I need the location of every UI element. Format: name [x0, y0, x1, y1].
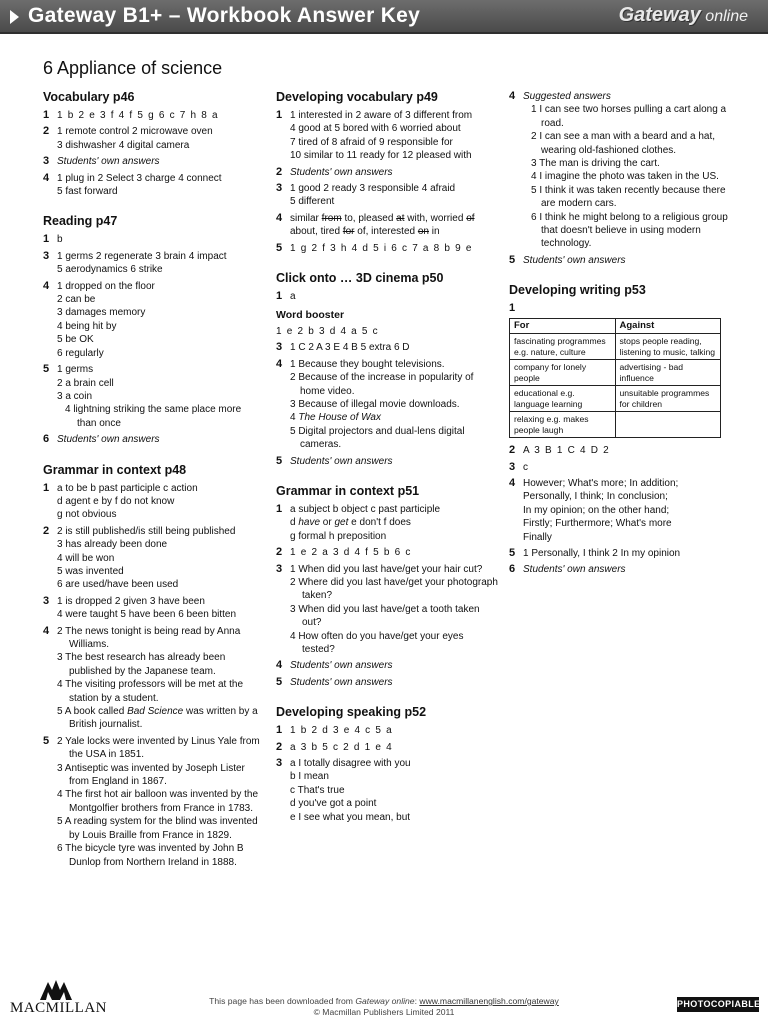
publisher-name: MACMILLAN	[10, 1000, 107, 1016]
answer: c That's true	[290, 784, 345, 796]
table-header-for: For	[510, 318, 616, 334]
answer: 4 The first hot air balloon was invented by the Montgolfier brothers from France in 1783.	[57, 789, 259, 814]
answer: A 3 B 1 C 4 D 2	[523, 445, 610, 457]
exercise: 2 A 3 B 1 C 4 D 2	[509, 444, 731, 457]
answer: 5 fast forward	[57, 186, 118, 198]
exercise: 1 a subject b object c past participle d have or get e don't f does g formal h preposition	[276, 503, 498, 543]
section-heading: Grammar in context p51	[276, 483, 420, 498]
answer: e I see what you mean, but	[290, 811, 411, 823]
unit-title: 6 Appliance of science	[43, 58, 223, 78]
answer: 1 dropped on the floor	[57, 280, 155, 292]
table-cell: relaxing e.g. makes people laugh	[510, 412, 616, 438]
exercise: 1 b	[43, 233, 263, 246]
exercise: 3 1 C 2 A 3 E 4 B 5 extra 6 D	[276, 341, 498, 354]
exercise: 3 1 good 2 ready 3 responsible 4 afraid 5 different	[276, 182, 498, 209]
answer: 4 being hit by	[57, 320, 117, 332]
play-arrow-icon	[10, 10, 19, 24]
exercise: 4 1 Because they bought televisions. 2 Because of the increase in popularity of home video. 3 Because of illegal movie downloads. 4 The House of Wax 5 Digital projectors and dual-lens digital cameras.	[276, 358, 498, 452]
answer: 1 b 2 d 3 e 4 c 5 a	[290, 725, 393, 737]
answer: Finally	[523, 531, 552, 543]
table-cell: educational e.g. language learning	[510, 386, 616, 412]
answer: 1 Because they bought televisions.	[290, 358, 445, 370]
answer: b	[57, 234, 63, 246]
answer: Students' own answers	[290, 676, 393, 688]
answer: d agent e by f do not know	[57, 495, 175, 507]
answer: Students' own answers	[57, 434, 160, 446]
answer: 1 plug in 2 Select 3 charge 4 connect	[57, 172, 222, 184]
section-reading	[43, 214, 263, 446]
macmillan-mountain-icon	[40, 978, 72, 1000]
answer: 4 How often do you have/get your eyes tested?	[290, 630, 464, 655]
exercise: 4 2 The news tonight is being read by Anna Williams. 3 The best research has already been published by the Japanese team. 4 The visiting professors will be met at the station by a student. 5 A book called Bad Science was written by a British journalist.	[43, 625, 263, 732]
section-heading: Vocabulary p46	[43, 90, 135, 104]
answer: 3 Because of illegal movie downloads.	[290, 398, 460, 410]
exercise: 2 1 e 2 a 3 d 4 f 5 b 6 c	[276, 546, 498, 559]
exercise: 1 a to be b past participle c action d agent e by f do not know g not obvious	[43, 482, 263, 522]
exercise: 3 c	[509, 461, 731, 474]
exercise: 4 However; What's more; In addition; Personally, I think; In conclusion; In my opinion; on the other hand; Firstly; Furthermore; What's more Finally	[509, 477, 731, 544]
exercise: 5 1 germs 2 a brain cell 3 a coin 4 lightning striking the same place more than once	[43, 363, 263, 430]
table-row	[510, 334, 721, 360]
section-developing-speaking	[276, 705, 498, 824]
exercise: 1 1 b 2 d 3 e 4 c 5 a	[276, 724, 498, 737]
exercise: 5 Students' own answers	[509, 253, 626, 266]
answer: 4 I imagine the photo was taken in the US.	[531, 171, 719, 183]
answer: similar from to, pleased at with, worried of about, tired for of, interested on in	[290, 212, 475, 238]
answer: 1 Personally, I think 2 In my opinion	[523, 548, 681, 560]
exercise: 3 a I totally disagree with you b I mean c That's true d you've got a point e I see what you mean, but	[276, 757, 498, 824]
answer: g formal h preposition	[290, 530, 387, 542]
suggested-answers-label: Suggested answers	[523, 91, 611, 102]
answer: 5 was invented	[57, 565, 124, 577]
exercise: 2 Students' own answers	[276, 165, 393, 178]
answer: 5 A book called Bad Science was written by a British journalist.	[57, 706, 258, 731]
table-cell: fascinating programmes e.g. nature, culture	[510, 334, 616, 360]
answer: d you've got a point	[290, 798, 377, 810]
table-cell: company for lonely people	[510, 360, 616, 386]
answer: 4 good at 5 bored with 6 worried about	[290, 123, 461, 135]
photocopiable-badge: PHOTOCOPIABLE	[677, 997, 759, 1012]
section-grammar-p51	[276, 484, 498, 689]
answer: Students' own answers	[290, 455, 393, 467]
table-row	[510, 360, 721, 386]
answer: a to be b past participle c action	[57, 482, 198, 494]
exercise: 4 1 dropped on the floor 2 can be 3 damages memory 4 being hit by 5 be OK 6 regularly	[43, 280, 263, 360]
answer: 5 be OK	[57, 334, 94, 346]
section-developing-vocabulary	[276, 90, 498, 255]
section-heading: Grammar in context p48	[43, 462, 187, 477]
answer: 1 C 2 A 3 E 4 B 5 extra 6 D	[290, 342, 410, 354]
answer: 5 I think it was taken recently because there are modern cars.	[531, 184, 726, 210]
section-grammar-p48	[43, 463, 263, 869]
answer: 3 Antiseptic was invented by Joseph Lister from England in 1867.	[57, 762, 245, 788]
answer: 1 I can see two horses pulling a cart along a road.	[531, 104, 727, 129]
answer: b I mean	[290, 771, 329, 783]
answer: 1 e 2 a 3 d 4 f 5 b 6 c	[290, 547, 412, 559]
section-speaking-continued	[509, 90, 731, 267]
answer: 1 germs 2 regenerate 3 brain 4 impact	[57, 250, 227, 262]
column-3	[509, 90, 731, 593]
answer: a 3 b 5 c 2 d 1 e 4	[290, 741, 393, 753]
answer: 6 are used/have been used	[57, 579, 179, 591]
exercise: 5 Students' own answers	[276, 675, 393, 688]
table-cell: advertising - bad influence	[615, 360, 721, 386]
answer: a I totally disagree with you	[290, 758, 411, 770]
answer: 10 similar to 11 ready for 12 pleased with	[290, 150, 472, 162]
exercise: 4 1 plug in 2 Select 3 charge 4 connect 5 fast forward	[43, 172, 263, 199]
header-title: Gateway B1+ – Workbook Answer Key	[28, 4, 421, 27]
answer: 5 different	[290, 196, 335, 208]
section-click-onto	[276, 271, 498, 468]
section-heading: Developing vocabulary p49	[276, 90, 438, 104]
answer: Students' own answers	[523, 254, 626, 266]
column-1	[43, 90, 263, 885]
answer: 5 A reading system for the blind was invented by Louis Braille from France in 1829.	[57, 816, 258, 841]
table-header-against: Against	[615, 318, 721, 334]
answer: a subject b object c past participle	[290, 503, 441, 515]
answer: In my opinion; on the other hand;	[523, 504, 670, 516]
section-heading: Developing writing p53	[509, 283, 646, 298]
answer: 3 a coin	[57, 390, 93, 402]
answer: Students' own answers	[523, 564, 626, 576]
word-booster-answer: 1 e 2 b 3 d 4 a 5 c	[276, 325, 379, 337]
answer: 3 The best research has already been published by the Japanese team.	[57, 652, 226, 677]
page-header	[0, 0, 768, 34]
table-row	[510, 412, 721, 438]
answer: 1 When did you last have/get your hair cut?	[290, 563, 483, 575]
answer: 1 good 2 ready 3 responsible 4 afraid	[290, 183, 456, 195]
exercise: 2 2 is still published/is still being published 3 has already been done 4 will be won 5 was invented 6 are used/have been used	[43, 525, 263, 592]
answer: 3 The man is driving the cart.	[531, 158, 660, 170]
answer: 3 dishwasher 4 digital camera	[57, 139, 190, 151]
exercise: 4 Students' own answers	[276, 659, 393, 672]
exercise: 1 1 interested in 2 aware of 3 different from 4 good at 5 bored with 6 worried about 7 tired of 8 afraid of 9 responsible for 10 similar to 11 ready for 12 pleased with	[276, 109, 498, 163]
exercise: 4 Suggested answers 1 I can see two horses pulling a cart along a road. 2 I can see a man with a beard and a hat, wearing old-fashioned clothes. 3 The man is driving the cart. 4 I imagine the photo was taken in the US. 5 I think it was taken recently because there are modern cars. 6 I think he might belong to a religious group that doesn't believe in using modern technology.	[509, 90, 731, 251]
answer: 2 a brain cell	[57, 377, 114, 389]
gateway-online-logo	[619, 4, 748, 30]
answer: 4 lightning striking the same place more than once	[65, 404, 242, 429]
answer: 1 is dropped 2 given 3 have been	[57, 595, 205, 607]
answer: 6 I think he might belong to a religious group that doesn't believe in using modern technology.	[531, 211, 728, 250]
section-heading: Developing speaking p52	[276, 705, 427, 720]
answer: 3 damages memory	[57, 307, 146, 319]
exercise: 2 1 remote control 2 microwave oven 3 dishwasher 4 digital camera	[43, 125, 263, 152]
word-booster-heading: Word booster	[276, 309, 345, 322]
for-against-table	[509, 318, 721, 439]
column-2	[276, 90, 498, 840]
answer: 2 is still published/is still being published	[57, 525, 236, 537]
answer: 2 Because of the increase in popularity of home video.	[290, 372, 474, 397]
answer: 2 Yale locks were invented by Linus Yale from the USA in 1851.	[57, 735, 260, 761]
table-cell	[615, 412, 721, 438]
answer: 4 were taught 5 have been 6 been bitten	[57, 609, 237, 621]
download-notice: This page has been downloaded from Gateway online: www.macmillanenglish.com/gateway	[209, 996, 559, 1006]
exercise: 2 a 3 b 5 c 2 d 1 e 4	[276, 741, 498, 754]
answer: 4 will be won	[57, 552, 115, 564]
answer: 4 The House of Wax	[290, 412, 381, 424]
section-developing-writing: Developing writing p53 1 For Against fascinating programmes e.g. nature, culture stops people reading, listening to music, talking company for lonely people advertising - bad influence educational e.g. language learning unsuitable programmes for children relaxing e.g. makes people laugh 2 A 3 B 1 C 4 D 2 3 c 4 However; What's more; In addition; Personally, I think; In conclusion; In my opinion; on the other hand; Firstly; Furthermore; What's more Finally 5 1 Personally, I think 2 In my opinion 6 Students' own answers	[509, 283, 731, 577]
exercise: 6 Students' own answers	[43, 433, 160, 446]
logo-main-text: Gateway	[618, 4, 701, 26]
exercise: 3 1 is dropped 2 given 3 have been 4 were taught 5 have been 6 been bitten	[43, 595, 263, 622]
exercise: 3 Students' own answers	[43, 155, 160, 168]
answer: 7 tired of 8 afraid of 9 responsible for	[290, 136, 453, 148]
table-row	[510, 386, 721, 412]
answer: 4 The visiting professors will be met at the station by a student.	[57, 679, 244, 704]
answer: 2 The news tonight is being read by Anna Williams.	[57, 625, 241, 650]
exercise: 1 a	[276, 290, 498, 303]
answer: g not obvious	[57, 509, 117, 521]
answer: 2 Where did you last have/get your photograph taken?	[290, 576, 498, 602]
answer: 1 remote control 2 microwave oven	[57, 126, 213, 138]
answer: 5 Digital projectors and dual-lens digital cameras.	[290, 425, 465, 451]
answer: a	[290, 291, 296, 303]
table-cell: stops people reading, listening to music, talking	[615, 334, 721, 360]
answer: 2 can be	[57, 294, 96, 306]
exercise: 5 Students' own answers	[276, 454, 393, 467]
answer: 6 regularly	[57, 347, 104, 359]
answer: 3 When did you last have/get a tooth taken out?	[290, 603, 480, 629]
exercise: 5 1 Personally, I think 2 In my opinion	[509, 547, 731, 560]
answer: 1 germs	[57, 364, 94, 376]
exercise: 1 1 b 2 e 3 f 4 f 5 g 6 c 7 h 8 a	[43, 109, 263, 122]
answer: 3 has already been done	[57, 539, 168, 551]
answer: 2 I can see a man with a beard and a hat, wearing old-fashioned clothes.	[531, 131, 716, 156]
answer: Students' own answers	[290, 166, 393, 178]
gateway-link[interactable]: www.macmillanenglish.com/gateway	[419, 996, 559, 1006]
exercise: 4 similar from to, pleased at with, worried of about, tired for of, interested on in	[276, 212, 498, 239]
answer: c	[523, 461, 528, 473]
exercise: 6 Students' own answers	[509, 563, 626, 576]
logo-sub-text: online	[705, 8, 748, 25]
copyright: © Macmillan Publishers Limited 2011	[313, 1007, 455, 1017]
answer: Students' own answers	[57, 156, 160, 168]
macmillan-logo	[10, 978, 107, 1017]
table-cell: unsuitable programmes for children	[615, 386, 721, 412]
section-heading: Click onto … 3D cinema p50	[276, 271, 444, 286]
answer: 1 b 2 e 3 f 4 f 5 g 6 c 7 h 8 a	[57, 110, 219, 121]
section-heading: Reading p47	[43, 214, 118, 229]
answer: 1 g 2 f 3 h 4 d 5 i 6 c 7 a 8 b 9 e	[290, 242, 473, 254]
answer: 6 The bicycle tyre was invented by John B Dunlop from Northern Ireland in 1888.	[57, 843, 244, 868]
answer: Personally, I think; In conclusion;	[523, 491, 668, 503]
exercise: 3 1 germs 2 regenerate 3 brain 4 impact 5 aerodynamics 6 strike	[43, 250, 263, 277]
exercise: 5 1 g 2 f 3 h 4 d 5 i 6 c 7 a 8 b 9 e	[276, 242, 498, 255]
answer: 5 aerodynamics 6 strike	[57, 264, 163, 276]
answer: Firstly; Furthermore; What's more	[523, 518, 672, 530]
footer-text	[150, 996, 618, 1018]
answer: d have or get e don't f does	[290, 517, 411, 529]
exercise: 3 1 When did you last have/get your hair cut? 2 Where did you last have/get your photograph taken? 3 When did you last have/get a tooth taken out? 4 How often do you have/get your eyes tested?	[276, 562, 498, 655]
section-vocabulary	[43, 90, 263, 198]
answer: However; What's more; In addition;	[523, 478, 679, 489]
answer: Students' own answers	[290, 660, 393, 672]
answer: 1 interested in 2 aware of 3 different from	[290, 110, 473, 121]
exercise: 5 2 Yale locks were invented by Linus Yale from the USA in 1851. 3 Antiseptic was invented by Joseph Lister from England in 1867. 4 The first hot air balloon was invented by the Montgolfier brothers from France in 1783. 5 A reading system for the blind was invented by Louis Braille from France in 1829. 6 The bicycle tyre was invented by John B Dunlop from Northern Ireland in 1888.	[43, 735, 263, 869]
